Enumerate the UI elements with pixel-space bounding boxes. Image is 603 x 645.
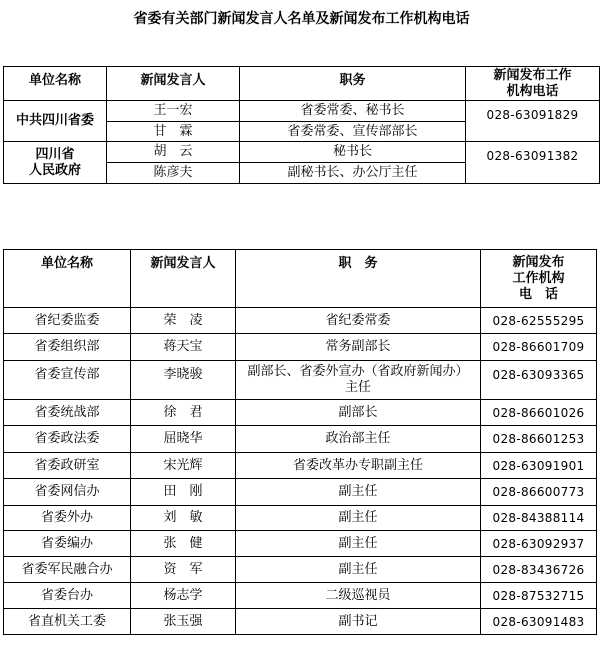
phone-cell: 028-84388114 [481, 506, 597, 531]
unit-cell: 省委政研室 [4, 453, 131, 479]
spokesperson-cell: 刘 敏 [131, 506, 236, 531]
unit-cell: 省委网信办 [4, 479, 131, 506]
table-row [4, 453, 597, 479]
phone-cell: 028-63091483 [481, 609, 597, 635]
position-cell: 省委常委、宣传部部长 [240, 122, 466, 142]
unit-cell: 省委组织部 [4, 334, 131, 361]
unit-cell: 省委军民融合办 [4, 557, 131, 583]
position-cell: 省纪委常委 [236, 308, 481, 334]
table-row [4, 142, 600, 163]
unit-line1: 四川省 [35, 146, 75, 162]
spokesperson-cell: 李晓骏 [131, 361, 236, 400]
unit-cell: 省直机关工委 [4, 609, 131, 635]
header-phone-line2: 工作机构 [512, 270, 565, 286]
unit-cell: 省委统战部 [4, 400, 131, 426]
position-cell: 二级巡视员 [236, 583, 481, 609]
phone-cell: 028-62555295 [481, 308, 597, 334]
unit-cell: 省纪委监委 [4, 308, 131, 334]
table-row [4, 426, 597, 453]
position-cell: 副秘书长、办公厅主任 [240, 163, 466, 184]
position-cell: 副主任 [236, 531, 481, 557]
unit-cell: 省委台办 [4, 583, 131, 609]
table-row [4, 400, 597, 426]
header-unit: 单位名称 [4, 67, 107, 101]
spokesperson-cell: 张玉强 [131, 609, 236, 635]
leadership-table [3, 66, 600, 184]
unit-cell: 省委宣传部 [4, 361, 131, 400]
spokesperson-cell: 陈彦夫 [107, 163, 240, 184]
phone-cell: 028-63093365 [481, 361, 597, 400]
spokesperson-cell: 甘 霖 [107, 122, 240, 142]
header-position: 职 务 [236, 250, 481, 308]
table-row [4, 557, 597, 583]
phone-cell: 028-86601026 [481, 400, 597, 426]
position-cell: 副主任 [236, 506, 481, 531]
position-cell: 省委常委、秘书长 [240, 101, 466, 122]
position-cell: 省委改革办专职副主任 [236, 453, 481, 479]
position-cell: 常务副部长 [236, 334, 481, 361]
header-phone [481, 250, 597, 308]
table-row [4, 583, 597, 609]
position-cell: 政治部主任 [236, 426, 481, 453]
table-row [4, 506, 597, 531]
header-phone [466, 67, 600, 101]
spokesperson-cell: 田 刚 [131, 479, 236, 506]
table-row [4, 334, 597, 361]
table-row [4, 101, 600, 122]
header-phone-line1: 新闻发布 [512, 254, 565, 270]
spokesperson-cell: 王一宏 [107, 101, 240, 122]
phone-cell: 028-86601709 [481, 334, 597, 361]
spokesperson-cell: 蒋天宝 [131, 334, 236, 361]
table-row [4, 479, 597, 506]
spokesperson-cell: 宋光辉 [131, 453, 236, 479]
position-cell: 副部长 [236, 400, 481, 426]
table-row [4, 361, 597, 400]
table-header-row [4, 67, 600, 101]
spokesperson-cell: 屈晓华 [131, 426, 236, 453]
unit-cell [4, 142, 107, 184]
phone-cell: 028-83436726 [481, 557, 597, 583]
unit-line2: 人民政府 [28, 162, 81, 178]
phone-cell: 028-63092937 [481, 531, 597, 557]
department-table [3, 249, 597, 635]
spokesperson-cell: 张 健 [131, 531, 236, 557]
unit-cell: 省委政法委 [4, 426, 131, 453]
position-cell: 秘书长 [240, 142, 466, 163]
header-spokesperson: 新闻发言人 [131, 250, 236, 308]
position-line2: 主任 [344, 380, 371, 395]
table-row [4, 609, 597, 635]
header-position: 职务 [240, 67, 466, 101]
phone-cell: 028-86601253 [481, 426, 597, 453]
unit-cell: 省委外办 [4, 506, 131, 531]
spokesperson-cell: 荣 凌 [131, 308, 236, 334]
spokesperson-cell: 胡 云 [107, 142, 240, 163]
page-title: 省委有关部门新闻发言人名单及新闻发布工作机构电话 [133, 11, 470, 27]
phone-cell: 028-63091382 [466, 142, 600, 184]
unit-cell: 中共四川省委 [4, 101, 107, 142]
spokesperson-cell: 徐 君 [131, 400, 236, 426]
header-spokesperson: 新闻发言人 [107, 67, 240, 101]
position-cell [236, 361, 481, 400]
table-row [4, 308, 597, 334]
table-header-row [4, 250, 597, 308]
table-row [4, 531, 597, 557]
header-phone-line1: 新闻发布工作 [493, 67, 572, 83]
phone-cell: 028-86600773 [481, 479, 597, 506]
spokesperson-cell: 资 军 [131, 557, 236, 583]
phone-cell: 028-63091901 [481, 453, 597, 479]
unit-cell: 省委编办 [4, 531, 131, 557]
header-phone-line3: 电 话 [518, 286, 558, 302]
position-cell: 副主任 [236, 479, 481, 506]
spokesperson-cell: 杨志学 [131, 583, 236, 609]
header-unit: 单位名称 [4, 250, 131, 308]
position-line1: 副部长、省委外宣办（省政府新闻办） [247, 364, 469, 379]
phone-cell: 028-63091829 [466, 101, 600, 142]
header-phone-line2: 机构电话 [506, 83, 559, 99]
position-cell: 副主任 [236, 557, 481, 583]
phone-cell: 028-87532715 [481, 583, 597, 609]
position-cell: 副书记 [236, 609, 481, 635]
